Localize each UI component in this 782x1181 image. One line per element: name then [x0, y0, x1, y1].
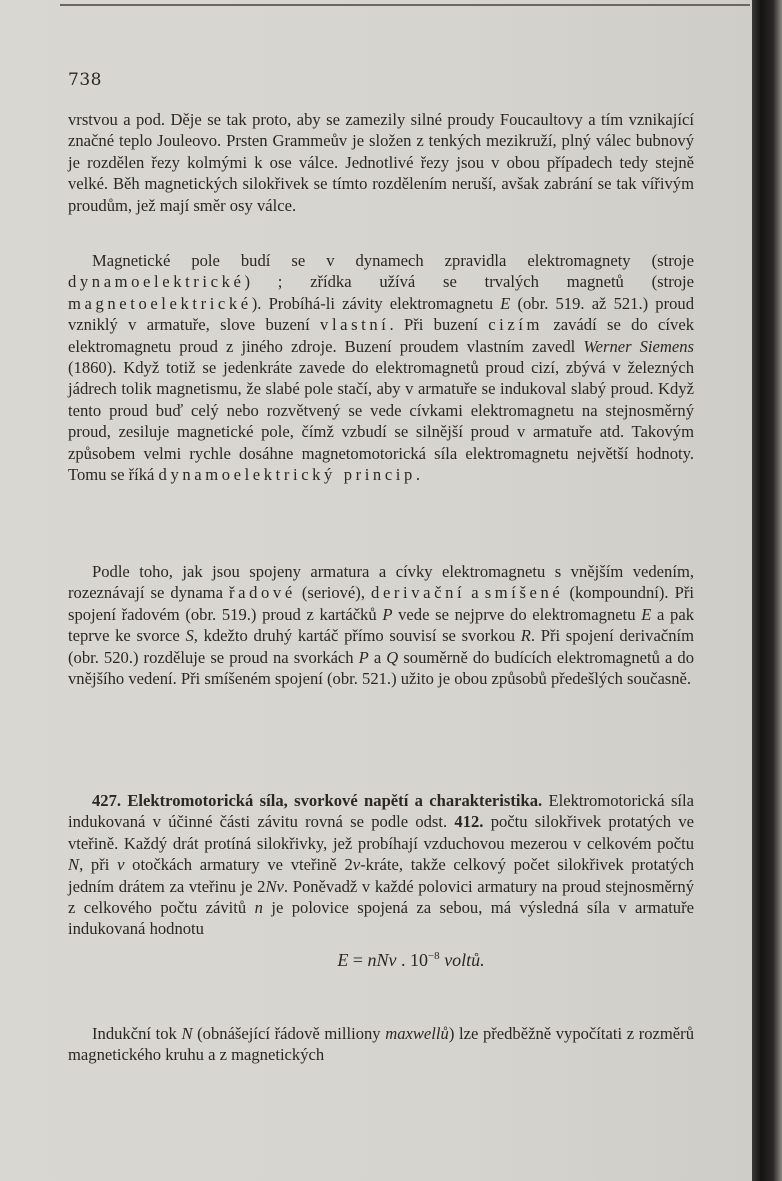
spaced-term: smíšené: [484, 583, 564, 603]
text-run: Elektromotorická síla indukovaná v účinné části závitu rovná se podle odst.: [68, 791, 694, 832]
text-run: .: [415, 465, 421, 485]
paragraph-text: vrstvou a pod. Děje se tak proto, aby se zamezily silné proudy Foucaultovy a tím vznikající značné teplo Jouleovo. Prsten Grammeův je složen z tenkých mezikruží, plný válec bubnový je rozdělen řezy kolmými k ose válce. Jednotlivé řezy jsou v obou případech tedy stejně velké. Běh magnetických silokřivek se tímto rozdělením neruší, avšak zabrání se tak vířivým proudům, jež mají směr osy válce.: [68, 110, 694, 215]
text-run: . Při buzení: [389, 315, 489, 335]
text-run: . Poněvadž v každé polovici armatury na proud stejnosměrný z celkového počtu závitů: [68, 876, 694, 918]
symbol: N: [68, 855, 80, 875]
text-run: a: [368, 647, 387, 667]
text-run: (kompoundní). Při spojení řadovém (obr. 519.) proud z kartáčků: [68, 583, 694, 624]
symbol: S: [185, 626, 194, 646]
symbol: ν: [352, 855, 361, 875]
paragraph-top: [68, 109, 694, 216]
formula-equals: =: [348, 949, 368, 970]
text-run: otočkách armatury ve vteřině 2: [124, 855, 353, 875]
text-run: a pak teprve ke svorce: [68, 604, 695, 646]
text-run: (1860). Když totiž se jedenkráte zavede do elektromagnetů proud cizí, zbývá v železných jádrech tolik magnetismu, že slabé pole stačí, aby v armatuře se indukoval slabý proud. Když tento proud buď celý nebo rozvětvený se vede cívkami elektromagnetu na stejnosměrný proud, zesiluje magnetické pole, čímž vzbudí se silnější proud v armatuře atd. Takovým způsobem velmi rychle dosáhne magnetomotorická síla elektromagnetu největší hodnoty. Tomu se říká: [68, 358, 694, 485]
spaced-term: dynamoelektrické: [68, 272, 245, 292]
text-run: ) lze předběžně vypočítati z rozměrů magnetického kruhu a z magnetických: [68, 1024, 694, 1065]
text-run: ). Probíhá-li závity elektromagnetu: [251, 293, 501, 313]
text-run: (obnášející řádově milliony: [192, 1024, 386, 1043]
book-spine-edge: [752, 0, 782, 1181]
spaced-term: řadové: [229, 583, 296, 603]
paragraph-last: [68, 1023, 694, 1066]
page-number: 738: [68, 70, 102, 90]
symbol: E: [500, 293, 511, 313]
text-run: zavádí se do cívek elektromagnetu proud z jiného zdroje. Buzení proudem vlastním zavedl: [68, 315, 694, 356]
symbol: R: [520, 626, 531, 646]
symbol: ν: [117, 855, 125, 875]
text-run: vede se nejprve do elektromagnetu: [392, 604, 642, 624]
text-run: počtu silokřivek protatých ve vteřině. Každý drát protíná silokřivky, jež probíhají vzduchovou mezerou v celkovém počtu: [68, 812, 694, 853]
spaced-term: vlastní: [320, 315, 390, 335]
text-run: Magnetické pole budí se v dynamech zpravidla elektromagnety (stroje: [92, 251, 694, 270]
formula-unit: voltů.: [439, 949, 485, 970]
text-run: a: [465, 583, 485, 603]
text-run: , kdežto druhý kartáč přímo souvisí se svorkou: [193, 626, 521, 646]
symbol: P: [358, 647, 369, 667]
section-reference: 412.: [454, 812, 484, 832]
person-name: Werner Siemens: [583, 336, 695, 356]
symbol: n: [254, 898, 263, 918]
text-run: . Při spojení derivačním (obr. 520.) rozděluje se proud na svorkách: [68, 626, 695, 667]
section-heading: 427. Elektromotorická síla, svorkové napětí a charakteristika.: [92, 791, 543, 810]
section-427: [68, 790, 694, 981]
spaced-term: dynamoelektrický princip: [158, 465, 416, 485]
text-run: je polovice spojená za sebou, má výsledná síla v armatuře indukovaná hodnotu: [68, 898, 694, 939]
text-run: Indukční tok: [92, 1024, 182, 1043]
text-run: -kráte, takže celkový počet silokřivek protatých jedním drátem za vteřinu je 2: [68, 855, 694, 896]
text-run: (obr. 519. až 521.) proud vzniklý v armatuře, slove buzení: [68, 293, 695, 335]
text-run: , při: [79, 855, 118, 875]
top-rule: [60, 4, 750, 6]
text-run: ) ; zřídka užívá se trvalých magnetů (stroje: [244, 272, 694, 292]
spaced-term: magnetoelektrické: [68, 293, 252, 313]
unit-name: maxwellů: [385, 1024, 449, 1043]
text-run: Podle toho, jak jsou spojeny armatura a cívky elektromagnetu s vnějším vedením, rozeznávají se dynama: [68, 562, 694, 603]
symbol: N: [181, 1024, 193, 1043]
formula-exponent: −8: [427, 949, 440, 962]
spaced-term: cizím: [488, 315, 544, 335]
spaced-term: derivační: [371, 583, 466, 603]
text-run: (seriové),: [295, 583, 372, 603]
text-run: souměrně do budících elektromagnetů a do vnějšího vedení. Při smíšeném spojení (obr. 521.) užito je obou způsobů předešlých současně.: [68, 647, 694, 689]
symbol: P: [382, 604, 393, 624]
paragraph-poles: [68, 250, 694, 485]
symbol: Nν: [265, 876, 284, 896]
formula-rhs: nNν: [367, 949, 397, 970]
formula-lhs: E: [337, 949, 349, 970]
symbol: E: [641, 604, 652, 624]
symbol: Q: [386, 647, 399, 667]
formula: [68, 946, 694, 971]
formula-multiplier: . 10: [396, 949, 428, 970]
paragraph-connection: [68, 561, 694, 689]
